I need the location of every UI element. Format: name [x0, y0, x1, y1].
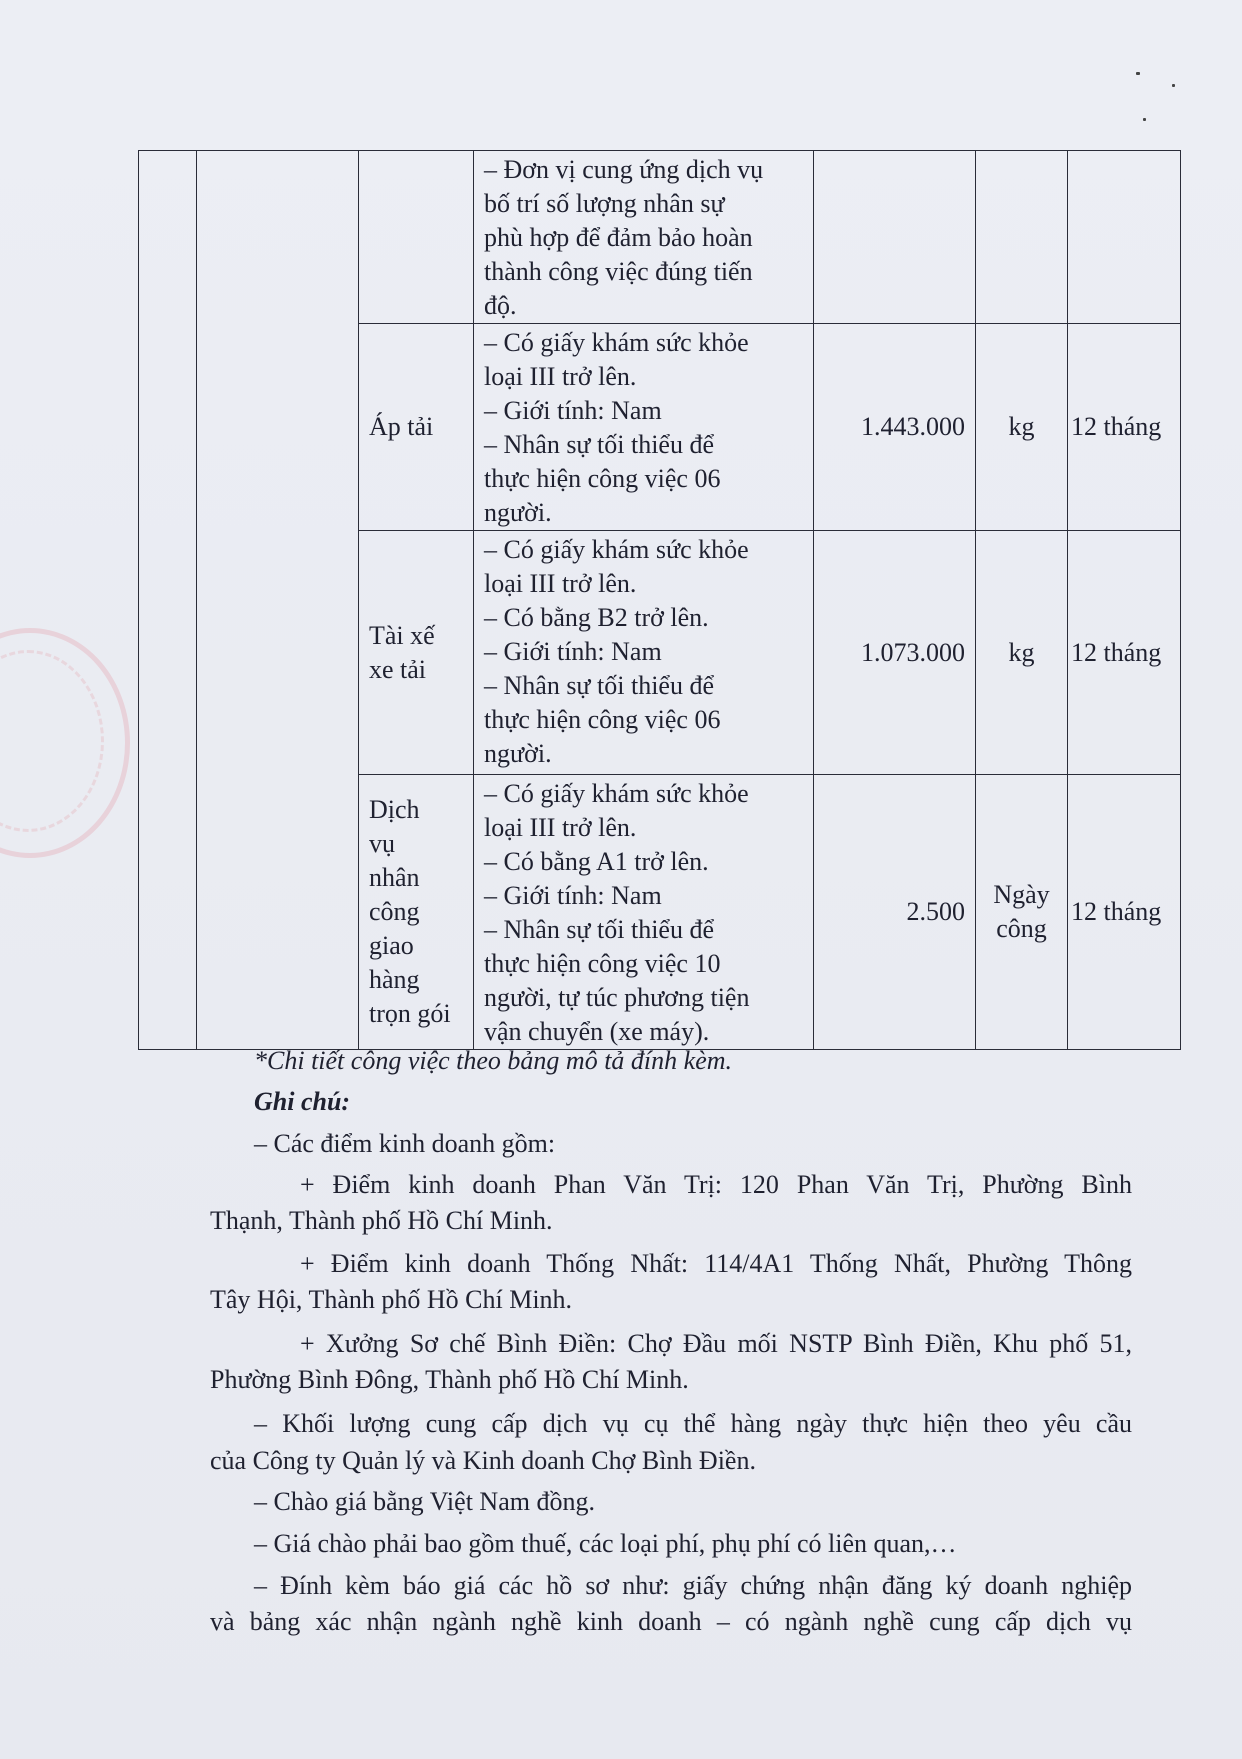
scan-speck: [1136, 72, 1140, 75]
requirement-line: loại III trở lên.: [484, 813, 637, 842]
requirement-line: – Có bằng B2 trở lên.: [484, 603, 709, 632]
requirements-cell: [474, 531, 814, 775]
quantity-cell: 2.500: [814, 775, 976, 1050]
requirement-line: thực hiện công việc 06: [484, 705, 721, 734]
currency-note: – Chào giá bằng Việt Nam đồng.: [254, 1487, 595, 1516]
duration-cell: 12 tháng: [1068, 531, 1181, 775]
requirement-line: – Giới tính: Nam: [484, 396, 662, 425]
service-name-line: hàng: [369, 965, 420, 994]
duration-cell: 12 tháng: [1068, 775, 1181, 1050]
service-name-line: giao: [369, 931, 414, 960]
service-name-line: Tài xế: [369, 620, 435, 650]
requirement-line: – Giới tính: Nam: [484, 881, 662, 910]
location-1-line-2: Thạnh, Thành phố Hồ Chí Minh.: [210, 1206, 553, 1235]
detail-note: *Chi tiết công việc theo bảng mô tả đính kèm.: [254, 1046, 733, 1075]
requirements-cell: [474, 775, 814, 1050]
requirement-line: người.: [484, 739, 552, 768]
unit-cell: [976, 151, 1068, 324]
requirement-line: phù hợp để đảm bảo hoàn: [484, 223, 753, 252]
services-table: [138, 150, 1181, 1050]
requirement-line: – Nhân sự tối thiểu để: [484, 671, 715, 700]
requirements-cell: [474, 324, 814, 531]
requirement-line: thành công việc đúng tiến: [484, 257, 753, 286]
scan-speck: [1172, 84, 1175, 87]
table-row: [139, 151, 1181, 324]
requirement-line: vận chuyển (xe máy).: [484, 1017, 710, 1046]
requirement-line: – Nhân sự tối thiểu để: [484, 430, 715, 459]
scan-speck: [1143, 118, 1146, 121]
quantity-cell: 1.443.000: [814, 324, 976, 531]
requirement-line: loại III trở lên.: [484, 569, 637, 598]
service-name-cell: [359, 151, 474, 324]
requirements-cell: [474, 151, 814, 324]
price-terms-note: – Giá chào phải bao gồm thuế, các loại phí, phụ phí có liên quan,…: [254, 1529, 957, 1558]
duration-cell: 12 tháng: [1068, 324, 1181, 531]
service-name-line: Áp tải: [369, 412, 434, 441]
service-name-line: nhân: [369, 863, 420, 892]
requirement-line: thực hiện công việc 06: [484, 464, 721, 493]
table-blank-col-2: [197, 151, 359, 1050]
location-3-line-1: + Xưởng Sơ chế Bình Điền: Chợ Đầu mối NSTP Bình Điền, Khu phố 51,: [300, 1329, 1132, 1358]
service-name-cell: [359, 531, 474, 775]
unit-cell: kg: [976, 324, 1068, 531]
attachments-line-2: và bảng xác nhận ngành nghề kinh doanh – có ngành nghề cung cấp dịch vụ: [210, 1607, 1132, 1636]
service-name-line: vụ: [369, 829, 395, 858]
notes-heading: Ghi chú:: [254, 1087, 351, 1116]
quantity-cell: 1.073.000: [814, 531, 976, 775]
table-blank-col-1: [139, 151, 197, 1050]
requirement-line: người.: [484, 498, 552, 527]
requirement-line: thực hiện công việc 10: [484, 949, 721, 978]
unit-cell: kg: [976, 531, 1068, 775]
service-name-cell: [359, 324, 474, 531]
service-name-line: xe tải: [369, 654, 427, 684]
attachments-line-1: – Đính kèm báo giá các hồ sơ như: giấy chứng nhận đăng ký doanh nghiệp: [254, 1571, 1132, 1600]
volume-line-1: – Khối lượng cung cấp dịch vụ cụ thể hàng ngày thực hiện theo yêu cầu: [254, 1409, 1132, 1438]
locations-intro: – Các điểm kinh doanh gồm:: [254, 1129, 556, 1158]
requirement-line: – Có bằng A1 trở lên.: [484, 847, 709, 876]
requirement-line: người, tự túc phương tiện: [484, 983, 750, 1012]
requirement-line: – Giới tính: Nam: [484, 637, 662, 666]
requirement-line: – Có giấy khám sức khỏe: [484, 328, 749, 357]
requirement-line: bố trí số lượng nhân sự: [484, 189, 725, 218]
service-name-line: công: [369, 897, 420, 926]
requirement-line: độ.: [484, 291, 517, 320]
location-1-line-1: + Điểm kinh doanh Phan Văn Trị: 120 Phan Văn Trị, Phường Bình: [300, 1170, 1132, 1199]
requirement-line: – Nhân sự tối thiểu để: [484, 915, 715, 944]
location-2-line-1: + Điểm kinh doanh Thống Nhất: 114/4A1 Thống Nhất, Phường Thông: [300, 1249, 1132, 1278]
quantity-cell: [814, 151, 976, 324]
location-3-line-2: Phường Bình Đông, Thành phố Hồ Chí Minh.: [210, 1365, 689, 1394]
volume-line-2: của Công ty Quản lý và Kinh doanh Chợ Bình Điền.: [210, 1446, 756, 1475]
requirement-line: loại III trở lên.: [484, 362, 637, 391]
unit-cell: Ngày công: [976, 775, 1068, 1050]
requirement-line: – Đơn vị cung ứng dịch vụ: [484, 155, 764, 184]
location-2-line-2: Tây Hội, Thành phố Hồ Chí Minh.: [210, 1285, 573, 1314]
requirement-line: – Có giấy khám sức khỏe: [484, 535, 749, 564]
service-name-line: Dịch: [369, 795, 420, 824]
service-name-line: trọn gói: [369, 999, 451, 1028]
duration-cell: [1068, 151, 1181, 324]
service-name-cell: [359, 775, 474, 1050]
requirement-line: – Có giấy khám sức khỏe: [484, 779, 749, 808]
